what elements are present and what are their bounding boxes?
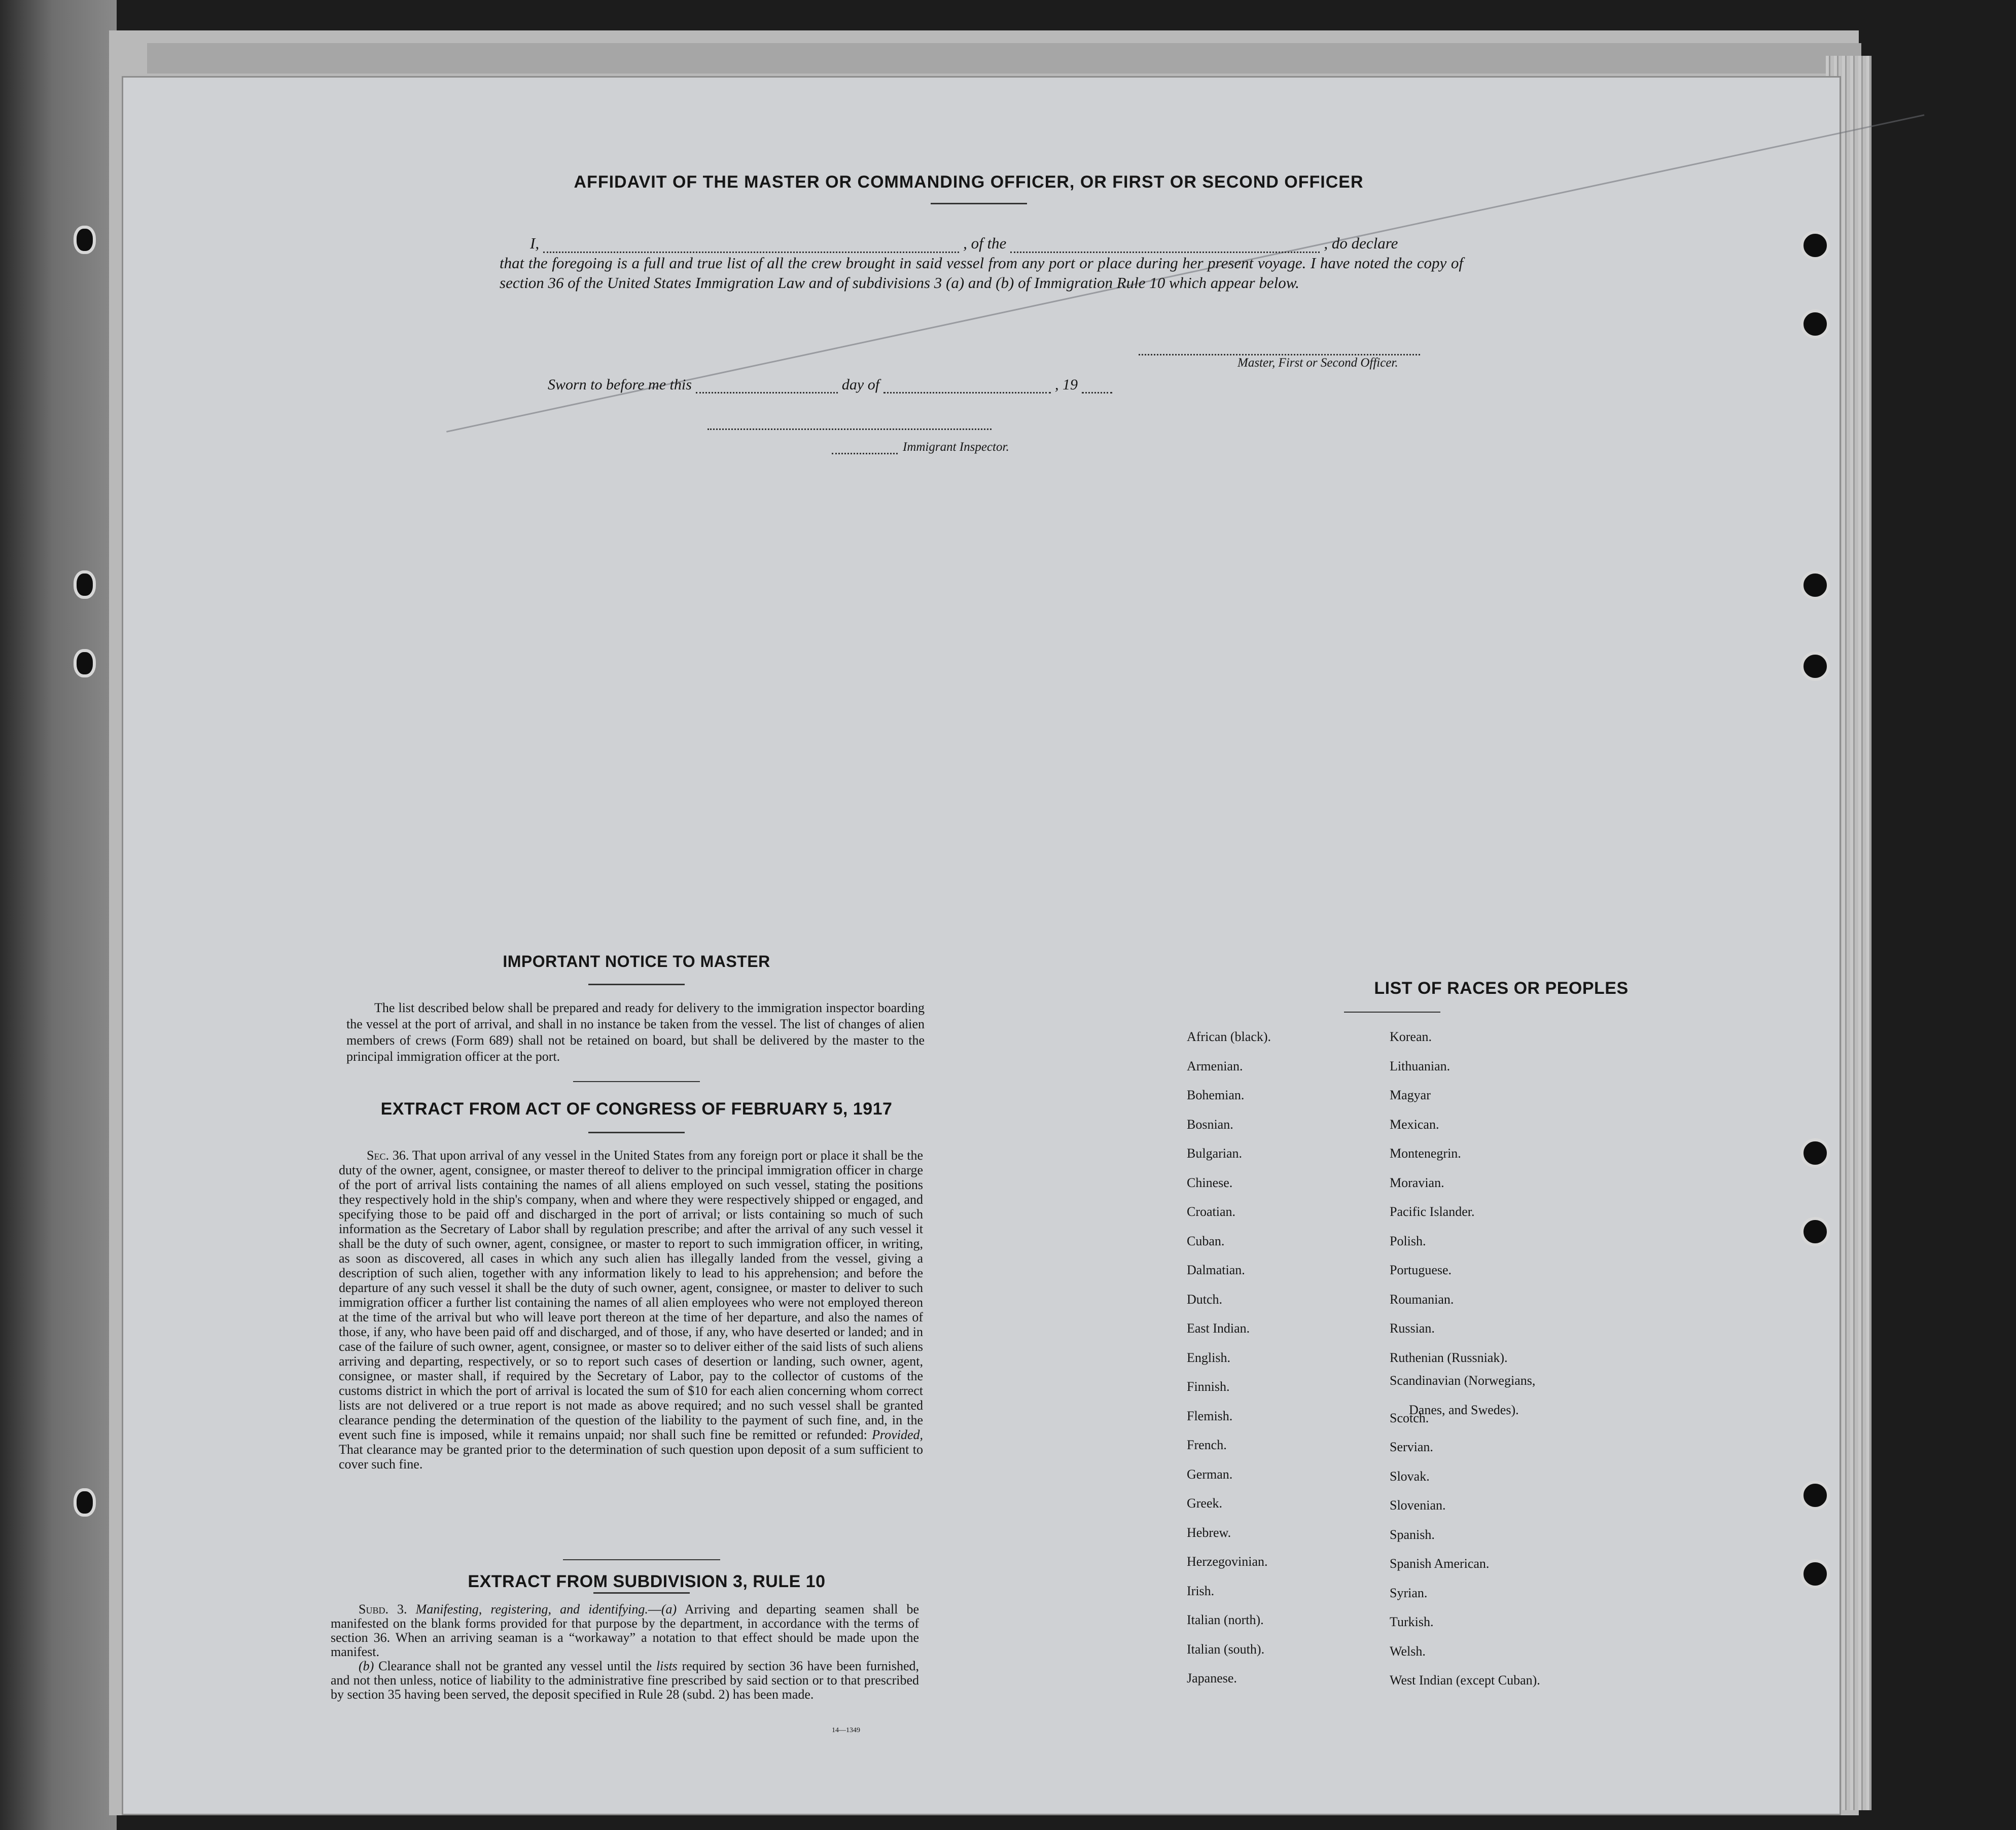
declare-i: I, — [530, 234, 540, 252]
punch-hole — [1800, 309, 1830, 339]
sec-text-part1: That upon arrival of any vessel in the United States from any foreign port or place it shall be the duty of the owner, agent, consignee, or master thereof to deliver to the principal immigration officer in charge of the port of arrival lists containing the names of all aliens employed on such vessel, stating the positions they respectively hold in the ship's company, when and where they were respectively shipped or engaged, and specifying those to be paid off and discharged in the port of arrival; or lists containing so much of such information as the Secretary of Labor shall by regulation prescribe; and after the arrival of any such vessel it shall be the duty of such owner, agent, consignee, or master to report to such immigration officer, in writing, as soon as discovered, all cases in which any such alien has illegally landed from the vessel, giving a description of such alien, together with any information likely to lead to his apprehension; and before the departure of any such vessel it shall be the duty of such owner, agent, consignee, or master to deliver to such immigration officer a further list containing the names of all alien employees who were not employed thereon at the time of the arrival but who will leave port thereon at the time of her departure, and also the names of those, if any, who have been paid off and discharged, and of those, if any, who have deserted or landed; and in case of the failure of such owner, agent, consignee, or master so to deliver either of the said lists of such aliens arriving and departing, respectively, or so to report such cases of desertion or landing, such owner, agent, consignee, or master shall, if required by the Secretary of Labor, pay to the collector of customs of the customs district in which the port of arrival is located the sum of $10 for each alien concerning whom correct lists are not delivered or a true report is not made as above required; and no such vessel shall be granted clearance pending the determination of the question of the liability to the payment of such fine, and, in the event such fine is imposed, while it remains unpaid; nor shall such fine be remitted or refunded: — [339, 1148, 924, 1442]
notice-separator — [573, 1081, 700, 1082]
race-item: Welsh. — [1390, 1643, 1426, 1659]
sworn-month-field[interactable] — [883, 392, 1051, 393]
subd-a-label: (a) — [661, 1602, 677, 1617]
scanner-frame-left — [0, 0, 117, 1830]
extract-rule-title: EXTRACT FROM SUBDIVISION 3, RULE 10 — [468, 1572, 826, 1591]
inspector-signature-line[interactable] — [708, 428, 992, 430]
race-item: Pacific Islander. — [1390, 1204, 1475, 1219]
race-item: Japanese. — [1187, 1671, 1237, 1685]
sec-label: Sec. 36. — [367, 1148, 409, 1163]
punch-hole — [1800, 1217, 1830, 1246]
document-page — [122, 76, 1841, 1815]
race-item: Dutch. — [1187, 1291, 1223, 1307]
subd-b-label: (b) — [359, 1659, 374, 1673]
notice-title: IMPORTANT NOTICE TO MASTER — [503, 952, 770, 971]
race-item: Slovenian. — [1390, 1498, 1446, 1513]
race-item: Greek. — [1187, 1496, 1223, 1511]
declaration-text: that the foregoing is a full and true list of all the crew brought in said vessel from any port or place during her present voyage. I have noted the copy of section 36 of the United States Immigration Law and of subdivisions 3 (a) and (b) of Immigration Rule 10 which appear below. — [500, 254, 1463, 292]
race-item: Roumanian. — [1390, 1291, 1454, 1307]
race-item: Portuguese. — [1390, 1263, 1452, 1277]
race-item: Hebrew. — [1187, 1525, 1231, 1540]
race-item: Bulgarian. — [1187, 1146, 1243, 1161]
extract-separator — [563, 1559, 720, 1560]
sworn-year: , 19 — [1055, 376, 1078, 393]
race-item: Spanish. — [1390, 1527, 1435, 1542]
extract-rule-rule — [593, 1592, 690, 1594]
races-rule — [1344, 1012, 1440, 1013]
sec-text-part2: That clearance may be granted prior to the determination of such question upon deposit of a sum sufficient to cover such fine. — [339, 1442, 923, 1472]
form-number: 14—1349 — [832, 1727, 860, 1734]
sworn-year-field[interactable] — [1082, 392, 1112, 393]
race-item: Flemish. — [1187, 1408, 1233, 1423]
race-item: East Indian. — [1187, 1321, 1250, 1336]
provided-word: Provided, — [872, 1427, 923, 1442]
race-item: Scotch. — [1390, 1410, 1429, 1425]
declare-do-declare: , do declare — [1324, 234, 1398, 252]
sworn-day-of: day of — [841, 376, 880, 393]
race-item: Korean. — [1390, 1029, 1432, 1044]
sworn-line — [548, 376, 1112, 393]
race-item: Lithuanian. — [1390, 1058, 1451, 1073]
notice-text: The list described below shall be prepared and ready for delivery to the immigration inspector boarding the vessel at the port of arrival, and shall in no instance be taken from the vessel. The list of changes of alien members of crews (Form 689) shall not be retained on board, but shall be delivered by the master to the principal immigration officer at the port. — [346, 1000, 925, 1064]
declare-of-the: , of the — [963, 234, 1007, 252]
binder-hole — [74, 570, 96, 599]
subd-label: Subd. 3. — [359, 1602, 407, 1617]
race-item: Slovak. — [1390, 1468, 1430, 1484]
race-item: German. — [1187, 1466, 1233, 1482]
race-item: Bosnian. — [1187, 1117, 1233, 1132]
punch-hole — [1800, 570, 1830, 600]
race-item: Irish. — [1187, 1583, 1215, 1598]
race-item: African (black). — [1187, 1029, 1271, 1044]
race-item: Montenegrin. — [1390, 1146, 1461, 1161]
race-item: Bohemian. — [1187, 1088, 1245, 1102]
inspector-line — [832, 440, 1009, 454]
races-right-column — [1390, 1022, 1540, 1695]
race-item: Scandinavian (Norwegians, Danes, and Swedes). — [1390, 1373, 1536, 1417]
sworn-prefix: Sworn to before me this — [548, 376, 692, 393]
binder-hole — [74, 226, 96, 254]
race-item: French. — [1187, 1438, 1227, 1452]
subd-a-text: Arriving and departing seamen shall be manifested on the blank forms provided for that purpose by the department, in accordance with the terms of section 36. When an arriving seaman is a “workaway” a notation to that effect should be made upon the manifest. — [331, 1602, 919, 1659]
punch-hole — [1800, 1138, 1830, 1168]
title-rule — [931, 203, 1027, 204]
race-item: Italian (south). — [1187, 1641, 1265, 1657]
subd-heading: Manifesting, registering, and identifying. — [415, 1602, 648, 1617]
subd-b-text-1: Clearance shall not be granted any vessel until the — [378, 1659, 652, 1673]
race-item: West Indian (except Cuban). — [1390, 1673, 1540, 1688]
race-item: Chinese. — [1187, 1175, 1233, 1190]
underlying-sheet-edge — [147, 43, 1861, 74]
master-signature-line[interactable] — [1139, 354, 1420, 355]
race-item: Russian. — [1390, 1321, 1435, 1336]
race-item: Spanish American. — [1390, 1556, 1490, 1571]
races-title: LIST OF RACES OR PEOPLES — [1374, 979, 1629, 998]
race-item: Servian. — [1390, 1440, 1433, 1454]
race-item: Moravian. — [1390, 1175, 1444, 1190]
inspector-dots — [832, 453, 898, 454]
notice-rule — [588, 984, 685, 985]
race-item: English. — [1187, 1350, 1230, 1365]
extract-act-rule — [588, 1132, 685, 1133]
punch-hole — [1800, 1481, 1830, 1510]
master-signature-label: Master, First or Second Officer. — [1237, 356, 1398, 370]
subd-b-text-2: required by section 36 have been furnished, and not then unless, notice of liability to the administrative fine prescribed by said section or to that prescribed by section 35 having been served, the deposit specified in Rule 28 (subd. 2) has been made. — [331, 1659, 919, 1702]
extract-act-title: EXTRACT FROM ACT OF CONGRESS OF FEBRUARY 5, 1917 — [380, 1099, 893, 1119]
race-item: Magyar — [1390, 1088, 1431, 1102]
race-item: Herzegovinian. — [1187, 1554, 1268, 1569]
race-item: Turkish. — [1390, 1614, 1434, 1629]
affidavit-title: AFFIDAVIT OF THE MASTER OR COMMANDING OFFICER, OR FIRST OR SECOND OFFICER — [574, 172, 1364, 192]
race-item: Ruthenian (Russniak). — [1390, 1350, 1508, 1365]
affidavit-declaration — [500, 233, 1463, 293]
race-item: Dalmatian. — [1187, 1263, 1245, 1277]
race-item: Italian (north). — [1187, 1612, 1264, 1627]
section-36-text — [339, 1148, 923, 1472]
race-item: Polish. — [1390, 1233, 1426, 1248]
punch-hole — [1800, 1559, 1830, 1589]
race-item: Finnish. — [1187, 1379, 1230, 1394]
sworn-day-field[interactable] — [696, 392, 838, 393]
race-item: Cuban. — [1187, 1233, 1225, 1248]
punch-hole — [1800, 231, 1830, 260]
binder-hole — [74, 1488, 96, 1517]
notice-body — [346, 1000, 925, 1065]
race-item: Croatian. — [1187, 1204, 1236, 1219]
inspector-label: Immigrant Inspector. — [903, 440, 1009, 454]
race-item: Mexican. — [1390, 1117, 1439, 1132]
punch-hole — [1800, 652, 1830, 681]
subd-b-lists: lists — [656, 1659, 678, 1673]
binder-hole — [74, 649, 96, 677]
race-item: Syrian. — [1390, 1585, 1428, 1600]
races-left-column — [1187, 1022, 1271, 1693]
subdivision-3-text: Subd. 3. Manifesting, registering, and identifying.—(a) Arriving and departing seamen shall be manifested on the blank forms provided for that purpose by the department, in accordance with the terms of section 36. When an arriving seaman is a “workaway” a notation to that effect should be made upon the manifest. (b) Clearance shall not be granted any vessel until the lists required by section 36 have been furnished, and not then unless, notice of liability to the administrative fine prescribed by said section or to that prescribed by section 35 having been served, the deposit specified in Rule 28 (subd. 2) has been made. — [331, 1602, 919, 1702]
race-item: Armenian. — [1187, 1058, 1243, 1073]
